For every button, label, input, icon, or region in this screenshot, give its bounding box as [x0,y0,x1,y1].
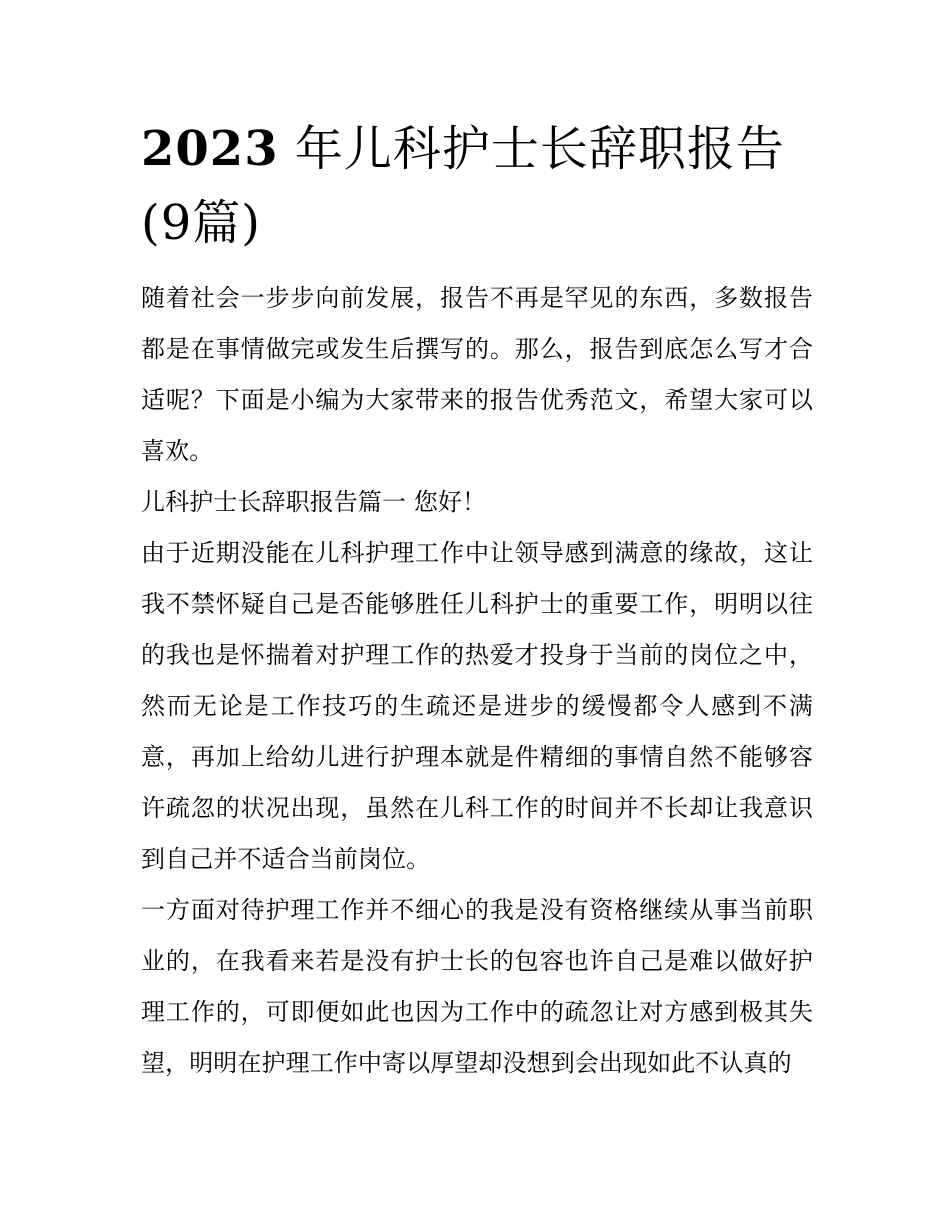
section-heading-paragraph: 儿科护士长辞职报告篇一 您好！ [141,488,487,516]
body-paragraph: 一方面对待护理工作并不细心的我是没有资格继续从事当前职业的，在我看来若是没有护士长的包容也许自己是难以做好护理工作的，可即便如此也因为工作中的疏忽让对方感到极其失望，明明在护理工作中寄以厚望却没想到会出现如此不认真的 [141,896,813,1077]
intro-paragraph: 随着社会一步步向前发展，报告不再是罕见的东西，多数报告都是在事情做完或发生后撰写的。那么，报告到底怎么写才合适呢？下面是小编为大家带来的报告优秀范文，希望大家可以喜欢。 [141,284,813,465]
document-body [141,273,813,1089]
title-number: 2023 [141,121,279,177]
title-text: 年儿科护士长辞职报告(9篇) [141,121,785,251]
document-content [141,112,813,1089]
document-title [141,112,813,260]
body-paragraph: 由于近期没能在儿科护理工作中让领导感到满意的缘故，这让我不禁怀疑自己是否能够胜任儿科护士的重要工作，明明以往的我也是怀揣着对护理工作的热爱才投身于当前的岗位之中，然而无论是工作技巧的生疏还是进步的缓慢都令人感到不满意，再加上给幼儿进行护理本就是件精细的事情自然不能够容许疏忽的状况出现，虽然在儿科工作的时间并不长却让我意识到自己并不适合当前岗位。 [141,539,813,873]
